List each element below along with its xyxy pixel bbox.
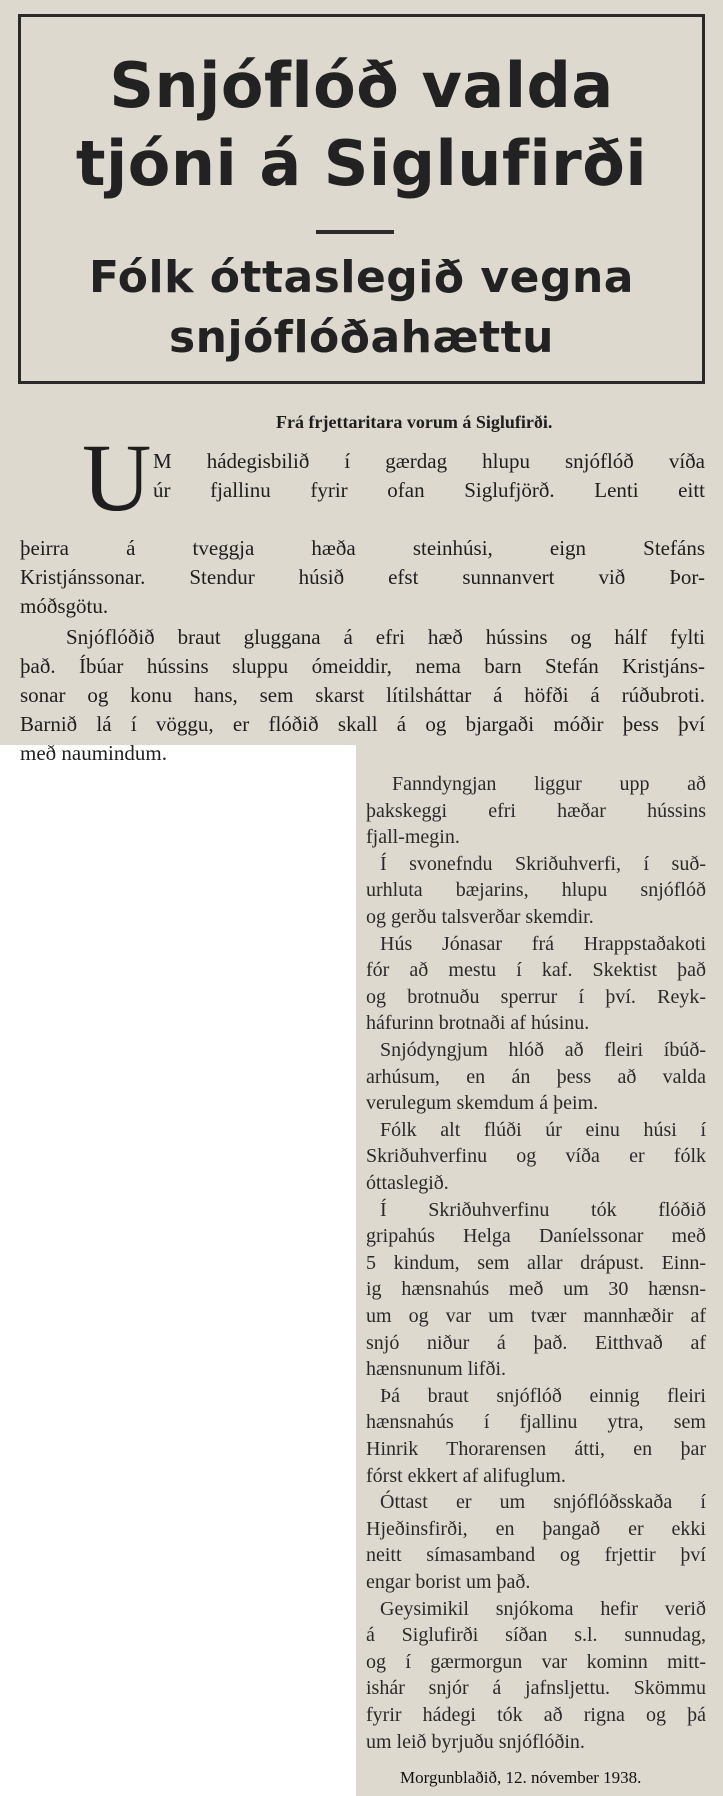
- column-line: og brotnuðu sperrur í því. Reyk-: [366, 985, 706, 1008]
- column-line: Í svonefndu Skriðuhverfi, í suð-: [380, 852, 706, 875]
- column-line: verulegum skemdum á þeim.: [366, 1092, 599, 1115]
- column-line: Í Skriðuhverfinu tók flóðið: [380, 1198, 706, 1221]
- column-line: Hjeðinsfirði, en þangað er ekki: [366, 1517, 706, 1540]
- column-line: Fólk alt flúði úr einu húsi í: [380, 1118, 706, 1141]
- column-line: hænsnunum lifði.: [366, 1358, 507, 1381]
- column-line: neitt símasamband og frjettir því: [366, 1544, 706, 1567]
- main-headline-line: Snjóflóð valda: [109, 49, 614, 122]
- headline-divider: [316, 230, 394, 234]
- lead-line: móðsgötu.: [20, 594, 109, 618]
- source-credit: Morgunblaðið, 12. nóvember 1938.: [400, 1768, 642, 1787]
- column-line: fyrir hádegi tók að rigna og þá: [366, 1704, 706, 1726]
- para2-line: sonar og konu hans, sem skarst lítilsháttar á höfði á rúðubroti.: [20, 683, 705, 707]
- drop-cap: U: [82, 424, 152, 531]
- column-line: fór að mestu í kaf. Skektist það: [366, 959, 706, 982]
- para2-line: Barnið lá í vöggu, er flóðið skall á og bjargaði móðir þess því: [20, 712, 705, 736]
- column-line: Hús Jónasar frá Hrappstaðakoti: [380, 932, 706, 955]
- column-line: fórst ekkert af alifuglum.: [366, 1464, 566, 1487]
- column-line: Óttast er um snjóflóðsskaða í: [380, 1491, 706, 1514]
- column-line: gripahús Helga Daníelssonar með: [366, 1225, 706, 1248]
- column-line: 5 kindum, sem allar drápust. Einn-: [366, 1251, 706, 1274]
- column-line: Þá braut snjóflóð einnig fleiri: [380, 1384, 706, 1407]
- column-line: hænsnahús í fjallinu ytra, sem: [366, 1411, 706, 1434]
- column-line: Fanndyngjan liggur upp að: [392, 773, 706, 795]
- sub-headline: [21, 248, 702, 368]
- column-line: háfurinn brotnaði af húsinu.: [366, 1012, 590, 1035]
- column-line: og í gærmorgun var kominn mitt-: [366, 1650, 706, 1673]
- sub-headline-line: Fólk óttaslegið vegna: [89, 252, 634, 303]
- para2-line: Snjóflóðið braut gluggana á efri hæð hússins og hálf fylti: [66, 625, 705, 649]
- para2-line: með naumindum.: [20, 741, 167, 765]
- lead-line: úr fjallinu fyrir ofan Siglufjörð. Lenti eitt: [153, 478, 705, 502]
- column-line: arhúsum, en án þess að valda: [366, 1065, 706, 1088]
- column-line: um leið byrjuðu snjóflóðin.: [366, 1730, 585, 1753]
- column-line: og gerðu talsverðar skemdir.: [366, 906, 594, 928]
- headline-box: [18, 14, 705, 384]
- byline: Frá frjettaritara vorum á Siglufirði.: [276, 412, 553, 432]
- column-line: ig hænsnahús með um 30 hænsn-: [366, 1278, 706, 1301]
- column-line: um og var um tvær mannhæðir af: [366, 1305, 706, 1327]
- column-line: Hinrik Thorarensen átti, en þar: [366, 1438, 706, 1460]
- column-line: urhluta bæjarins, hlupu snjóflóð: [366, 879, 706, 902]
- column-line: Geysimikil snjókoma hefir verið: [380, 1597, 706, 1620]
- para2-line: það. Íbúar hússins sluppu ómeiddir, nema barn Stefán Kristjáns-: [20, 654, 705, 678]
- column-line: Snjódyngjum hlóð að fleiri íbúð-: [380, 1039, 706, 1061]
- main-headline: [21, 47, 702, 203]
- sub-headline-line: snjóflóðahættu: [168, 312, 555, 363]
- column-line: ishár snjór á jafnsljettu. Skömmu: [366, 1677, 706, 1700]
- column-line: engar borist um það.: [366, 1571, 531, 1593]
- column-line: óttaslegið.: [366, 1172, 449, 1194]
- column-line: snjó niður á það. Eitthvað af: [366, 1331, 706, 1354]
- lead-line: Kristjánssonar. Stendur húsið efst sunnanvert við Þor-: [20, 565, 705, 589]
- main-headline-line: tjóni á Siglufirði: [75, 127, 648, 200]
- column-line: þakskeggi efri hæðar hússins: [366, 799, 706, 822]
- lead-line: M hádegisbilið í gærdag hlupu snjóflóð víða: [153, 449, 705, 473]
- lead-line: þeirra á tveggja hæða steinhúsi, eign Stefáns: [20, 536, 705, 560]
- column-line: á Siglufirði síðan s.l. sunnudag,: [366, 1624, 706, 1647]
- column-line: fjall-megin.: [366, 826, 460, 849]
- column-line: Skriðuhverfinu og víða er fólk: [366, 1145, 706, 1168]
